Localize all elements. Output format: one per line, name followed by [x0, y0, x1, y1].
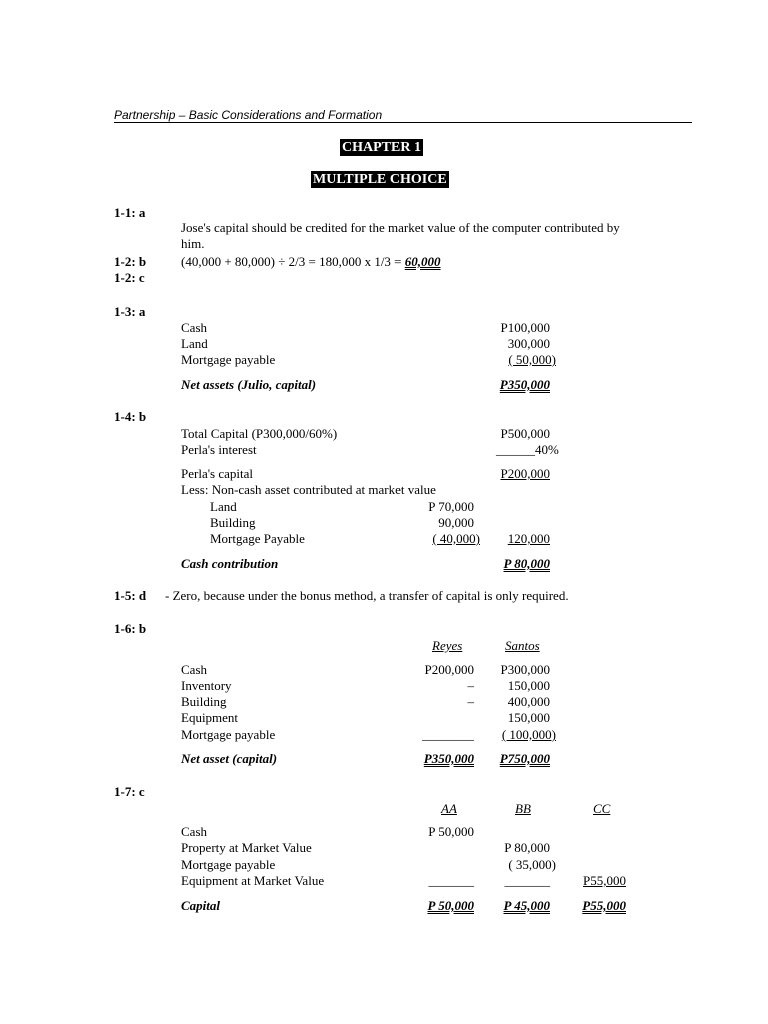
- q1-4-total-capital-value: P500,000: [500, 426, 550, 441]
- q1-6-row-c2: 150,000: [507, 710, 550, 725]
- q1-6-row-c2: 400,000: [507, 694, 550, 709]
- q1-6-row-c1: P200,000: [424, 662, 474, 677]
- q1-4-label: 1-4: b: [114, 409, 147, 424]
- q1-6-total-label: Net asset (capital): [181, 751, 278, 766]
- chapter-banner: CHAPTER 1: [342, 140, 421, 155]
- q1-7-row-label: Cash: [181, 824, 207, 839]
- q1-7-col1-header: AA: [441, 801, 457, 816]
- q1-3-row-label: Cash: [181, 320, 207, 335]
- header-rule: [114, 122, 692, 123]
- running-header: Partnership – Basic Considerations and Formation: [114, 108, 383, 122]
- q1-7-row-c3: P55,000: [583, 873, 626, 888]
- q1-4-perla-capital-value: P200,000: [500, 466, 550, 481]
- q1-4-less-total: 120,000: [507, 531, 550, 546]
- q1-5-label: 1-5: d: [114, 588, 147, 603]
- q1-6-row-label: Cash: [181, 662, 207, 677]
- q1-7-total-label: Capital: [181, 898, 221, 913]
- q1-4-interest-label: Perla's interest: [181, 442, 257, 457]
- q1-7-label: 1-7: c: [114, 784, 145, 799]
- q1-3-total-label: Net assets (Julio, capital): [181, 377, 317, 392]
- q1-4-total-label: Cash contribution: [181, 556, 279, 571]
- q1-6-row-c1: –: [467, 694, 474, 709]
- q1-4-item-value: P 70,000: [428, 499, 474, 514]
- q1-4-item-value: ( 40,000): [432, 531, 480, 546]
- q1-7-col3-header: CC: [593, 801, 611, 816]
- q1-4-item-value: 90,000: [438, 515, 474, 530]
- q1-7-row-c2: P 80,000: [504, 840, 550, 855]
- q1-6-col2-header: Santos: [505, 638, 540, 653]
- q1-1-text-line2: him.: [181, 236, 205, 251]
- q1-5-text: - Zero, because under the bonus method, a transfer of capital is only required.: [165, 588, 569, 603]
- q1-7-total-c3: P55,000: [582, 898, 626, 913]
- q1-6-row-label: Mortgage payable: [181, 727, 276, 742]
- q1-3-row-label: Land: [181, 336, 208, 351]
- q1-6-col1-header: Reyes: [432, 638, 463, 653]
- q1-3-row-label: Mortgage payable: [181, 352, 276, 367]
- q1-7-total-c2: P 45,000: [503, 898, 550, 913]
- q1-6-row-c2: P300,000: [500, 662, 550, 677]
- q1-7-row-c2: ( 35,000): [508, 857, 556, 872]
- q1-3-row-value: ( 50,000): [508, 352, 556, 367]
- q1-6-label: 1-6: b: [114, 621, 147, 636]
- q1-3-row-value: 300,000: [507, 336, 550, 351]
- q1-4-less-label: Less: Non-cash asset contributed at market value: [181, 482, 436, 497]
- q1-4-total-value: P 80,000: [503, 556, 550, 571]
- q1-4-total-capital-label: Total Capital (P300,000/60%): [181, 426, 338, 441]
- q1-2b-formula: [181, 254, 441, 270]
- q1-6-row-c2: ( 100,000): [501, 727, 556, 742]
- q1-6-row-label: Equipment: [181, 710, 239, 725]
- q1-2b-answer: 60,000: [404, 254, 441, 269]
- q1-4-item-label: Land: [210, 499, 237, 514]
- q1-2b-formula-text: (40,000 + 80,000) ÷ 2/3 = 180,000 x 1/3 =: [181, 254, 405, 269]
- q1-4-interest-value: ______40%: [496, 442, 559, 457]
- q1-3-label: 1-3: a: [114, 304, 146, 319]
- q1-2c-label: 1-2: c: [114, 270, 145, 285]
- q1-7-row-c2: _______: [504, 873, 550, 888]
- q1-6-row-label: Inventory: [181, 678, 232, 693]
- q1-7-row-c1: _______: [428, 873, 474, 888]
- q1-7-total-c1: P 50,000: [427, 898, 474, 913]
- q1-3-row-value: P100,000: [500, 320, 550, 335]
- q1-1-label: 1-1: a: [114, 205, 146, 220]
- q1-6-row-c2: 150,000: [507, 678, 550, 693]
- q1-6-total-c2: P750,000: [499, 751, 550, 766]
- q1-2b-label: 1-2: b: [114, 254, 147, 269]
- q1-6-total-c1: P350,000: [423, 751, 474, 766]
- q1-1-text-line1: Jose's capital should be credited for the market value of the computer contributed by: [181, 220, 620, 235]
- q1-4-item-label: Mortgage Payable: [210, 531, 305, 546]
- q1-3-total-value: P350,000: [499, 377, 550, 392]
- q1-7-col2-header: BB: [515, 801, 531, 816]
- q1-4-item-label: Building: [210, 515, 256, 530]
- q1-6-row-c1: –: [467, 678, 474, 693]
- q1-7-row-label: Equipment at Market Value: [181, 873, 325, 888]
- q1-6-row-c1: ________: [422, 727, 474, 742]
- q1-4-perla-capital-label: Perla's capital: [181, 466, 254, 481]
- q1-7-row-label: Property at Market Value: [181, 840, 312, 855]
- q1-7-row-label: Mortgage payable: [181, 857, 276, 872]
- q1-6-row-label: Building: [181, 694, 227, 709]
- q1-7-row-c1: P 50,000: [428, 824, 474, 839]
- section-banner: MULTIPLE CHOICE: [313, 172, 447, 187]
